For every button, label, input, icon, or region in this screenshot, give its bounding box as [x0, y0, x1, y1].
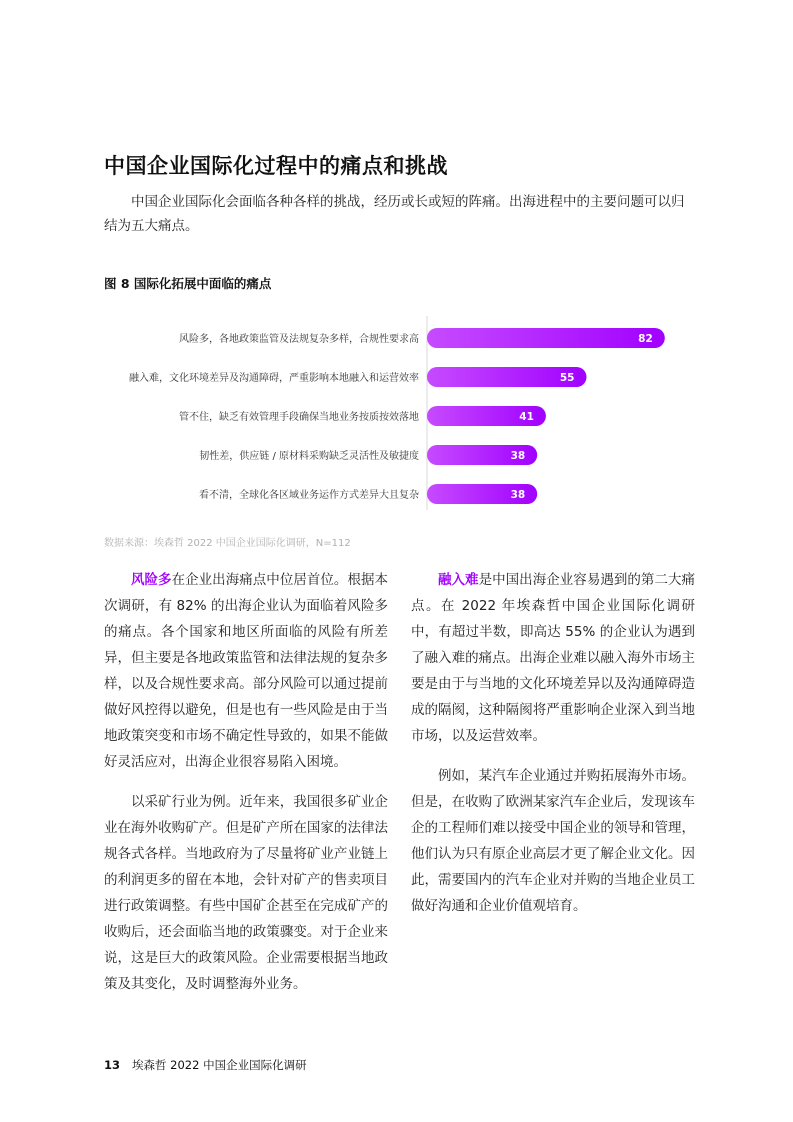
left-paragraph-1-text: 在企业出海痛点中位居首位。根据本次调研，有 82% 的出海企业认为面临着风险多的痛点。各个国家和地区所面临的风险有所差异，但主要是各地政策监管和法律法规的复杂多样，以及合规性要求高。部分风险可以通过提前做好风控得以避免，但是也有一些风险是由于当地政策突变和市场不确定性导致的，如果不能做好灵活应对，出海企业很容易陷入困境。 — [104, 572, 389, 770]
footer-title: 埃森哲 2022 中国企业国际化调研 — [132, 1058, 307, 1072]
left-paragraph-1 — [104, 567, 388, 775]
bar-value-label: 38 — [510, 489, 526, 501]
right-paragraph-1-text: 是中国出海企业容易遇到的第二大痛点。在 2022 年埃森哲中国企业国际化调研中，有超过半数，即高达 55% 的企业认为遇到了融入难的痛点。出海企业难以融入海外市场主要是由于与当地的文化环境差异以及沟通障碍造成的隔阂，这种隔阂将严重影响企业深入到当地市场，以及运营效率。 — [411, 572, 696, 744]
left-column — [104, 567, 388, 1011]
bar-category-label: 融入难，文化环境差异及沟通障碍，严重影响本地融入和运营效率 — [129, 373, 419, 384]
bar-category-label: 看不清，全球化各区域业务运作方式差异大且复杂 — [199, 490, 419, 501]
right-paragraph-1 — [411, 567, 695, 749]
right-paragraph-2: 例如，某汽车企业通过并购拓展海外市场。但是，在收购了欧洲某家汽车企业后，发现该车企的工程师们难以接受中国企业的领导和管理，他们认为只有原企业高层才更了解企业文化。因此，需要国内的汽车企业对并购的当地企业员工做好沟通和企业价值观培育。 — [411, 768, 695, 914]
bar-category-label: 韧性差，供应链 / 原材料采购缺乏灵活性及敏捷度 — [199, 451, 419, 462]
intro-paragraph: 中国企业国际化会面临各种各样的挑战，经历或长或短的阵痛。出海进程中的主要问题可以归结为五大痛点。 — [104, 194, 685, 234]
bar-category-label: 管不住，缺乏有效管理手段确保当地业务按质按效落地 — [179, 412, 419, 423]
data-source-note: 数据来源：埃森哲 2022 中国企业国际化调研，N=112 — [104, 538, 351, 549]
bar-category-label: 风险多，各地政策监管及法规复杂多样，合规性要求高 — [179, 334, 419, 345]
bar-value-label: 55 — [559, 372, 575, 384]
bar — [427, 328, 665, 348]
bar-value-label: 38 — [510, 450, 526, 462]
pain-points-bar-chart — [0, 310, 793, 525]
bar-value-label: 82 — [638, 333, 653, 345]
figure-title: 图 8 国际化拓展中面临的痛点 — [104, 276, 272, 291]
bar-value-label: 41 — [519, 411, 534, 423]
page-footer — [104, 1057, 307, 1073]
section-title: 中国企业国际化过程中的痛点和挑战 — [104, 154, 448, 178]
highlight-integration: 融入难 — [438, 572, 479, 588]
left-paragraph-2: 以采矿行业为例。近年来，我国很多矿业企业在海外收购矿产。但是矿产所在国家的法律法规各式各样。当地政府为了尽量将矿业产业链上的利润更多的留在本地，会针对矿产的售卖项目进行政策调整。有些中国矿企甚至在完成矿产的收购后，还会面临当地的政策骤变。对于企业来说，这是巨大的政策风险。企业需要根据当地政策及其变化，及时调整海外业务。 — [104, 794, 388, 992]
page-number: 13 — [104, 1058, 121, 1072]
right-column — [411, 567, 695, 933]
highlight-risk: 风险多 — [131, 572, 172, 588]
